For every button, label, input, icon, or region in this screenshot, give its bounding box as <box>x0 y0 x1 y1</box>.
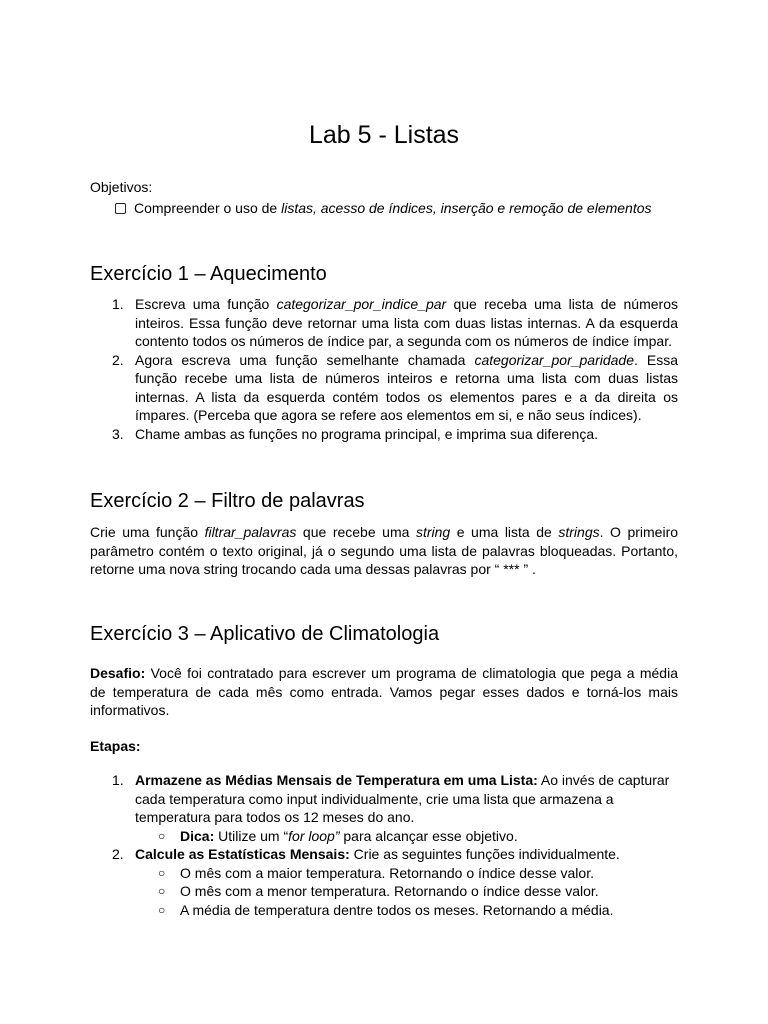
list-item: 1. Escreva uma função categorizar_por_indice_par que receba uma lista de números inteiros. Essa função deve retornar uma lista com duas listas internas. A da esquerda contento todos os números de índice par, a segunda com os números de índice ímpar. <box>112 296 678 349</box>
list-item: 2. Agora escreva uma função semelhante chamada categorizar_por_paridade. Essa função recebe uma lista de números inteiros e retorna uma lista com duas listas internas. A lista da esquerda contém todos os elementos pares e a da direita os ímpares. (Perceba que agora se refere aos elementos em si, e não seus índices). <box>112 351 678 423</box>
sub-list-item: ○ O mês com a maior temperatura. Retornando o índice desse valor. <box>158 864 594 881</box>
ex1-heading: Exercício 1 – Aquecimento <box>90 263 327 285</box>
list-item: 1. Armazene as Médias Mensais de Temperatura em uma Lista: Ao invés de capturar cada temperatura como input individualmente, crie uma lista que armazena a temperatura para todos os 12 meses do ano. <box>112 772 670 825</box>
ex2-paragraph: Crie uma função filtrar_palavras que recebe uma string e uma lista de strings. O primeiro parâmetro contém o texto original, já o segundo uma lista de palavras bloqueadas. Portanto, retorne uma nova string trocando cada uma dessas palavras por “ *** ” . <box>90 524 679 577</box>
circle-bullet-icon: ○ <box>158 902 166 917</box>
circle-bullet-icon: ○ <box>158 828 166 843</box>
sub-list-item: ○ Dica: Utilize um “for loop” para alcançar esse objetivo. <box>158 827 518 844</box>
page-title: Lab 5 - Listas <box>308 121 460 149</box>
checkbox-icon[interactable] <box>115 203 126 214</box>
sub-list-item: ○ O mês com a menor temperatura. Retornando o índice desse valor. <box>158 883 599 899</box>
list-item: 2. Calcule as Estatísticas Mensais: Crie as seguintes funções individualmente. <box>112 846 620 862</box>
objetivos-label: Objetivos: <box>90 179 153 195</box>
sub-list-item: ○ A média de temperatura dentre todos os meses. Retornando a média. <box>158 901 614 918</box>
ex3-desafio: Desafio: Você foi contratado para escrever um programa de climatologia que pega a média de temperatura de cada mês como entrada. Vamos pegar esses dados e torná-los mais informativos. <box>90 665 678 718</box>
ex3-steps <box>90 771 678 919</box>
circle-bullet-icon: ○ <box>158 884 166 898</box>
list-item: 3. Chame ambas as funções no programa principal, e imprima sua diferença. <box>112 425 599 442</box>
ex2-heading: Exercício 2 – Filtro de palavras <box>90 490 365 512</box>
ex3-heading: Exercício 3 – Aplicativo de Climatologia <box>90 623 440 645</box>
ex1-list <box>90 295 678 443</box>
ex3-etapas-label: Etapas: <box>90 738 141 754</box>
circle-bullet-icon: ○ <box>158 865 166 880</box>
objetivo-item <box>115 199 652 218</box>
objetivo-text: Compreender o uso de listas, acesso de índices, inserção e remoção de elementos <box>134 200 652 216</box>
